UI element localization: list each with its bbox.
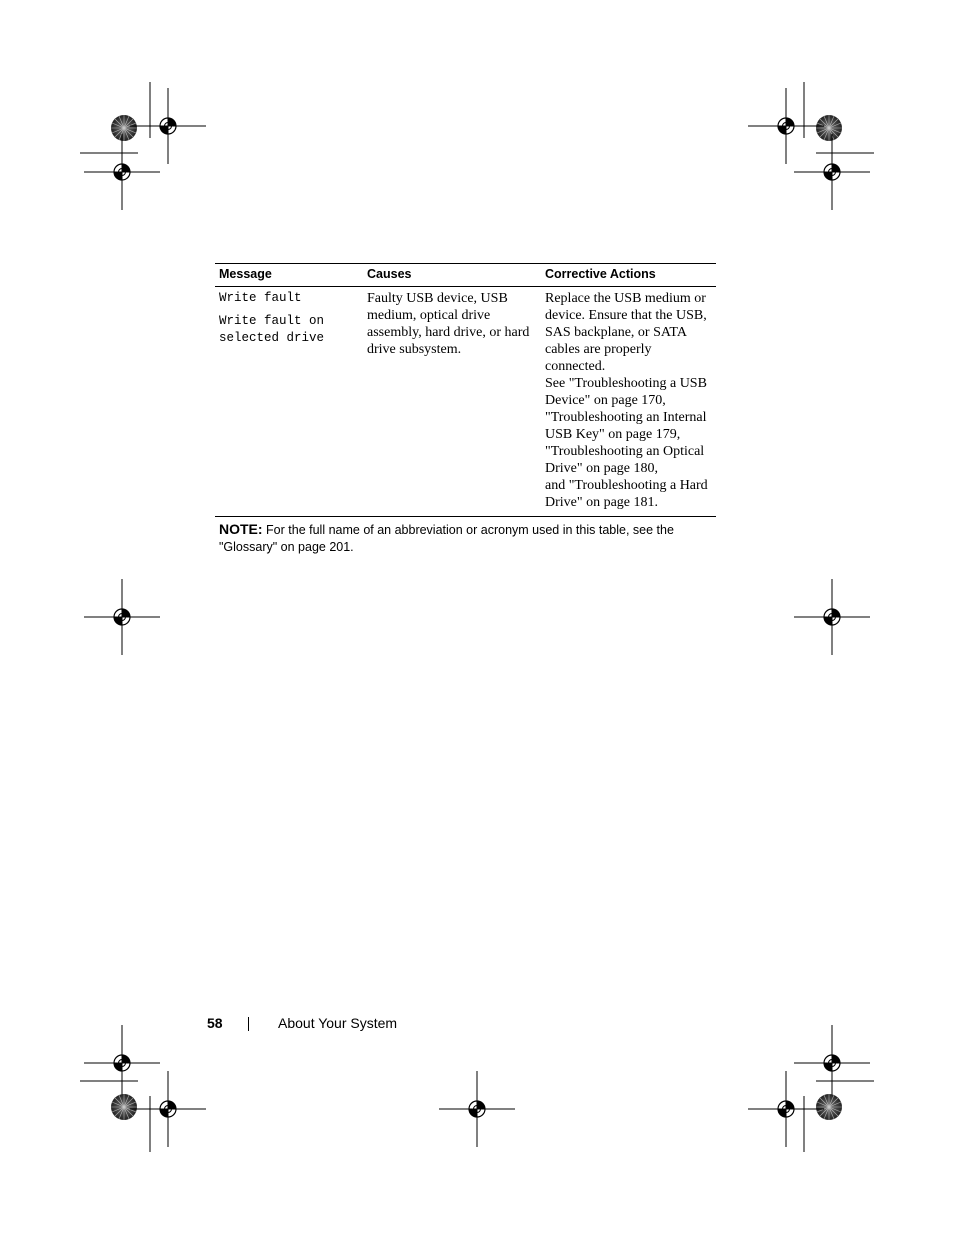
table-note: [219, 521, 716, 556]
actions-cell: [541, 287, 716, 517]
causes-cell: Faulty USB device, USB medium, optical drive assembly, hard drive, or hard drive subsystem.: [363, 287, 541, 517]
page-number: 58: [207, 1015, 223, 1031]
header-corrective-actions: Corrective Actions: [541, 264, 716, 287]
error-messages-table: [215, 263, 716, 517]
table-row: [215, 287, 716, 517]
note-label: NOTE:: [219, 521, 263, 537]
note-text: For the full name of an abbreviation or acronym used in this table, see the "Glossary" on page 201.: [219, 523, 674, 554]
action-line: Replace the USB medium or device. Ensure that the USB, SAS backplane, or SATA cables are properly connected.: [545, 291, 707, 374]
action-line: See "Troubleshooting a USB Device" on page 170, "Troubleshooting an Internal USB Key" on page 179, "Troubleshooting an Optical Drive" on page 180,: [545, 376, 707, 476]
footer-separator: [248, 1017, 249, 1031]
footer-section-title: About Your System: [278, 1015, 398, 1031]
header-causes: Causes: [363, 264, 541, 287]
action-line: and "Troubleshooting a Hard Drive" on page 181.: [545, 478, 708, 510]
message-line: Write fault: [219, 291, 302, 305]
header-message: Message: [215, 264, 363, 287]
table-header-row: [215, 264, 716, 287]
message-line: Write fault on selected drive: [219, 314, 325, 345]
message-cell: [215, 287, 363, 517]
